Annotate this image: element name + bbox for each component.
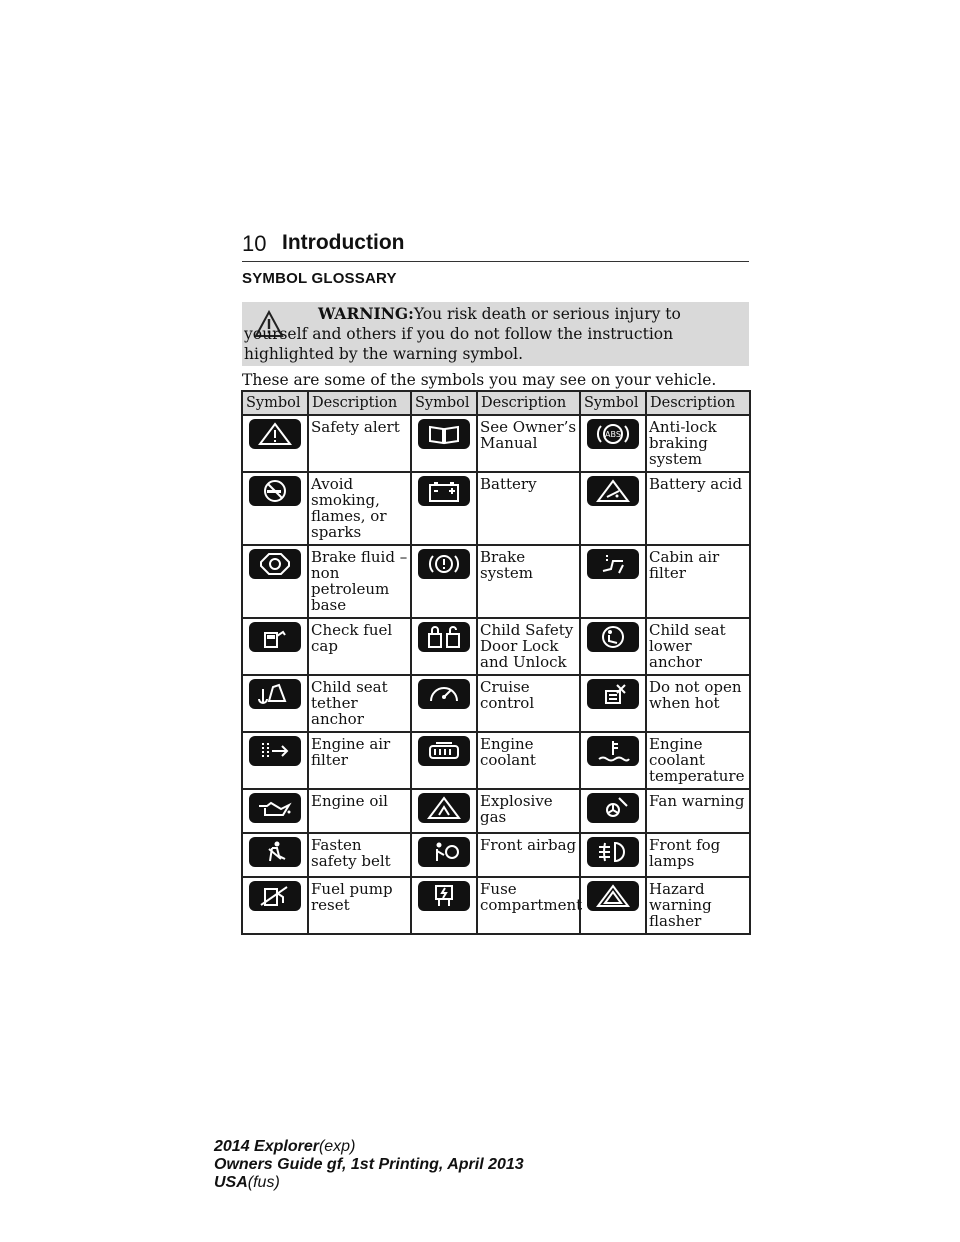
symbol-cell <box>242 833 308 877</box>
symbol-cell <box>411 618 477 675</box>
engine-oil-icon <box>249 793 301 823</box>
description-cell: Engine air filter <box>308 732 411 789</box>
warning-body: You risk death or serious injury to yourself and others if you do not follow the instruction highlighted by the warning symbol. <box>244 305 681 363</box>
hazard-icon <box>587 881 639 911</box>
symbol-cell <box>580 732 646 789</box>
warning-text <box>242 304 739 364</box>
battery-icon <box>418 476 470 506</box>
symbol-cell <box>580 472 646 545</box>
symbol-cell <box>411 472 477 545</box>
symbol-cell <box>411 833 477 877</box>
print-footer <box>214 1138 524 1192</box>
footer-model-code: (exp) <box>318 1138 356 1155</box>
description-cell: Fan warning <box>646 789 750 833</box>
description-cell: Anti-lock braking system <box>646 415 750 472</box>
owners-manual-icon <box>418 419 470 449</box>
description-cell: Front airbag <box>477 833 580 877</box>
abs-icon <box>587 419 639 449</box>
fan-warning-icon <box>587 793 639 823</box>
description-cell: Check fuel cap <box>308 618 411 675</box>
description-cell: Fuse compartment <box>477 877 580 934</box>
symbol-cell <box>580 833 646 877</box>
fuel-pump-reset-icon <box>249 881 301 911</box>
symbol-cell <box>580 415 646 472</box>
table-row <box>242 833 750 877</box>
symbol-cell <box>411 415 477 472</box>
symbol-cell <box>411 877 477 934</box>
description-cell: Avoid smoking, flames, or sparks <box>308 472 411 545</box>
fog-lamp-icon <box>587 837 639 867</box>
col-header: Description <box>477 391 580 415</box>
symbol-cell <box>580 545 646 618</box>
svg-text:ABS: ABS <box>605 430 621 439</box>
table-row <box>242 472 750 545</box>
child-seat-anchor-icon <box>587 622 639 652</box>
section-title: SYMBOL GLOSSARY <box>242 270 397 287</box>
battery-acid-icon <box>587 476 639 506</box>
description-cell: Engine coolant <box>477 732 580 789</box>
table-row <box>242 732 750 789</box>
intro-text: These are some of the symbols you may see on your vehicle. <box>242 371 717 389</box>
symbol-cell <box>242 675 308 732</box>
symbol-cell <box>411 545 477 618</box>
symbol-cell <box>242 415 308 472</box>
cabin-air-filter-icon <box>587 549 639 579</box>
col-header: Description <box>646 391 750 415</box>
symbol-cell <box>580 789 646 833</box>
brake-system-icon <box>418 549 470 579</box>
description-cell: Child seat tether anchor <box>308 675 411 732</box>
description-cell: Cruise control <box>477 675 580 732</box>
footer-market-code: (fus) <box>247 1174 280 1191</box>
description-cell: Battery acid <box>646 472 750 545</box>
symbol-cell <box>242 472 308 545</box>
description-cell: Engine coolant temperature <box>646 732 750 789</box>
no-smoking-icon <box>249 476 301 506</box>
col-header: Symbol <box>411 391 477 415</box>
description-cell: Fuel pump reset <box>308 877 411 934</box>
table-row <box>242 618 750 675</box>
symbol-cell <box>242 877 308 934</box>
description-cell: Engine oil <box>308 789 411 833</box>
symbol-cell <box>242 789 308 833</box>
coolant-temperature-icon <box>587 736 639 766</box>
engine-air-filter-icon <box>249 736 301 766</box>
symbol-cell <box>242 618 308 675</box>
brake-fluid-icon <box>249 549 301 579</box>
col-header: Symbol <box>242 391 308 415</box>
fuel-cap-icon <box>249 622 301 652</box>
description-cell: Brake system <box>477 545 580 618</box>
col-header: Description <box>308 391 411 415</box>
warning-label: WARNING: <box>318 304 414 323</box>
footer-market: USA <box>214 1174 248 1191</box>
page-number: 10 <box>242 231 267 256</box>
description-cell: Hazard warning flasher <box>646 877 750 934</box>
description-cell: Child Safety Door Lock and Unlock <box>477 618 580 675</box>
safety-alert-icon <box>249 419 301 449</box>
description-cell: Front fog lamps <box>646 833 750 877</box>
symbol-cell <box>580 877 646 934</box>
description-cell: Safety alert <box>308 415 411 472</box>
table-row <box>242 415 750 472</box>
warning-box <box>242 302 749 366</box>
description-cell: Explosive gas <box>477 789 580 833</box>
table-row <box>242 789 750 833</box>
table-row <box>242 877 750 934</box>
symbol-cell <box>242 545 308 618</box>
symbol-cell <box>580 618 646 675</box>
description-cell: Brake fluid – non petroleum base <box>308 545 411 618</box>
symbol-cell <box>580 675 646 732</box>
table-header-row <box>242 391 750 415</box>
symbol-glossary-table <box>241 390 751 935</box>
page-title: Introduction <box>282 231 405 254</box>
table-row <box>242 545 750 618</box>
footer-edition: Owners Guide gf, 1st Printing, April 2013 <box>214 1156 524 1173</box>
col-header: Symbol <box>580 391 646 415</box>
airbag-icon <box>418 837 470 867</box>
engine-coolant-icon <box>418 736 470 766</box>
description-cell: Fasten safety belt <box>308 833 411 877</box>
description-cell: Do not open when hot <box>646 675 750 732</box>
cruise-control-icon <box>418 679 470 709</box>
symbol-cell <box>411 732 477 789</box>
page-header <box>242 231 749 262</box>
symbol-cell <box>411 789 477 833</box>
table-row <box>242 675 750 732</box>
seat-belt-icon <box>249 837 301 867</box>
do-not-open-hot-icon <box>587 679 639 709</box>
footer-model: 2014 Explorer <box>214 1138 319 1155</box>
child-lock-icon <box>418 622 470 652</box>
description-cell: Child seat lower anchor <box>646 618 750 675</box>
symbol-cell <box>242 732 308 789</box>
symbol-cell <box>411 675 477 732</box>
description-cell: See Owner’s Manual <box>477 415 580 472</box>
description-cell: Cabin air filter <box>646 545 750 618</box>
child-seat-tether-icon <box>249 679 301 709</box>
description-cell: Battery <box>477 472 580 545</box>
fuse-icon <box>418 881 470 911</box>
explosive-gas-icon <box>418 793 470 823</box>
